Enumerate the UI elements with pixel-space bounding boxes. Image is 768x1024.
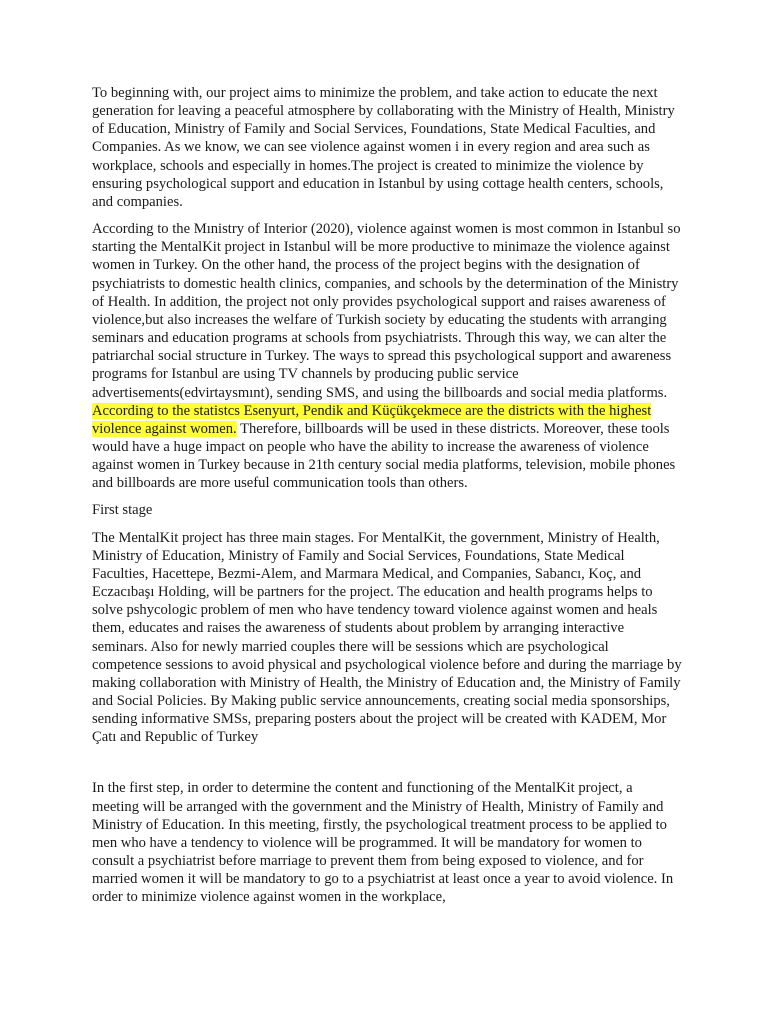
blank-line [92, 755, 682, 779]
paragraph-ministry-interior-text: According to the Mınistry of Interior (2020), violence against women is most common in Istanbul so starting the MentalKit project in Istanbul will be more productive to minimaze the violence against women in Turkey. On the other hand, the process of the project begins with the designation of psychiatrists to domestic health clinics, companies, and schools by the determination of the Ministry of Health. In addition, the project not only provides psychological support and raises awareness of violence,but also increases the welfare of Turkish society by educating the students with arranging seminars and education programs at schools from psychiatrists. Through this way, we can alter the patriarchal social structure in Turkey. The ways to spread this psychological support and awareness programs for Istanbul are using TV channels by producing public service advertisements(edvirtaysmınt), sending SMS, and using the billboards and social media platforms. [92, 221, 681, 401]
paragraph-three-stages: The MentalKit project has three main stages. For MentalKit, the government, Ministry of Health, Ministry of Education, Ministry of Family and Social Services, Foundations, State Medical Faculties, Hacettepe, Bezmi-Alem, and Marmara Medical, and Companies, Sabancı, Koç, and Eczacıbaşı Holding, will be partners for the project. The education and health programs helps to solve pshycologic problem of men who have tendency toward violence against women and heals them, educates and raises the awareness of students about problem by arranging interactive seminars. Also for newly married couples there will be sessions which are psychological competence sessions to avoid physical and psychological violence before and during the marriage by making collaboration with Ministry of Health, the Ministry of Education and, the Ministry of Family and Social Policies. By Making public service announcements, creating social media sponsorships, sending informative SMSs, preparing posters about the project will be created with KADEM, Mor Çatı and Republic of Turkey [92, 529, 682, 746]
paragraph-first-step: In the first step, in order to determine the content and functioning of the MentalKit project, a meeting will be arranged with the government and the Ministry of Health, Ministry of Family and Ministry of Education. In this meeting, firstly, the psychological treatment process to be applied to men who have a tendency to violence will be programmed. It will be mandatory for women to consult a psychiatrist before marriage to prevent them from being exposed to violence, and for married women it will be mandatory to go to a psychiatrist at least once a year to avoid violence. In order to minimize violence against women in the workplace, [92, 780, 674, 906]
paragraph-intro: To beginning with, our project aims to minimize the problem, and take action to educate the next generation for leaving a peaceful atmosphere by collaborating with the Ministry of Health, Ministry of Education, Ministry of Family and Social Services, Foundations, State Medical Faculties, and Companies. As we know, we can see violence against women i in every region and area such as workplace, schools and especially in homes.The project is created to minimize the violence by ensuring psychological support and education in Istanbul by using cottage health centers, schools, and companies. [92, 85, 675, 210]
heading-first-stage: First stage [92, 502, 153, 519]
paragraph-ministry-interior-continuation: Therefore, billboards will be used in these districts. Moreover, these tools would have a huge impact on people who have the ability to increase the awareness of violence against women in Turkey because in 21th century social media platforms, television, mobile phones and billboards are more useful communication tools than others. [92, 420, 676, 492]
document-page [92, 84, 682, 916]
paragraph-ministry-interior [92, 220, 682, 492]
highlighted-statistics-text: According to the statistcs Esenyurt, Pendik and Küçükçekmece are the districts with the highest violence against women. [92, 402, 652, 437]
